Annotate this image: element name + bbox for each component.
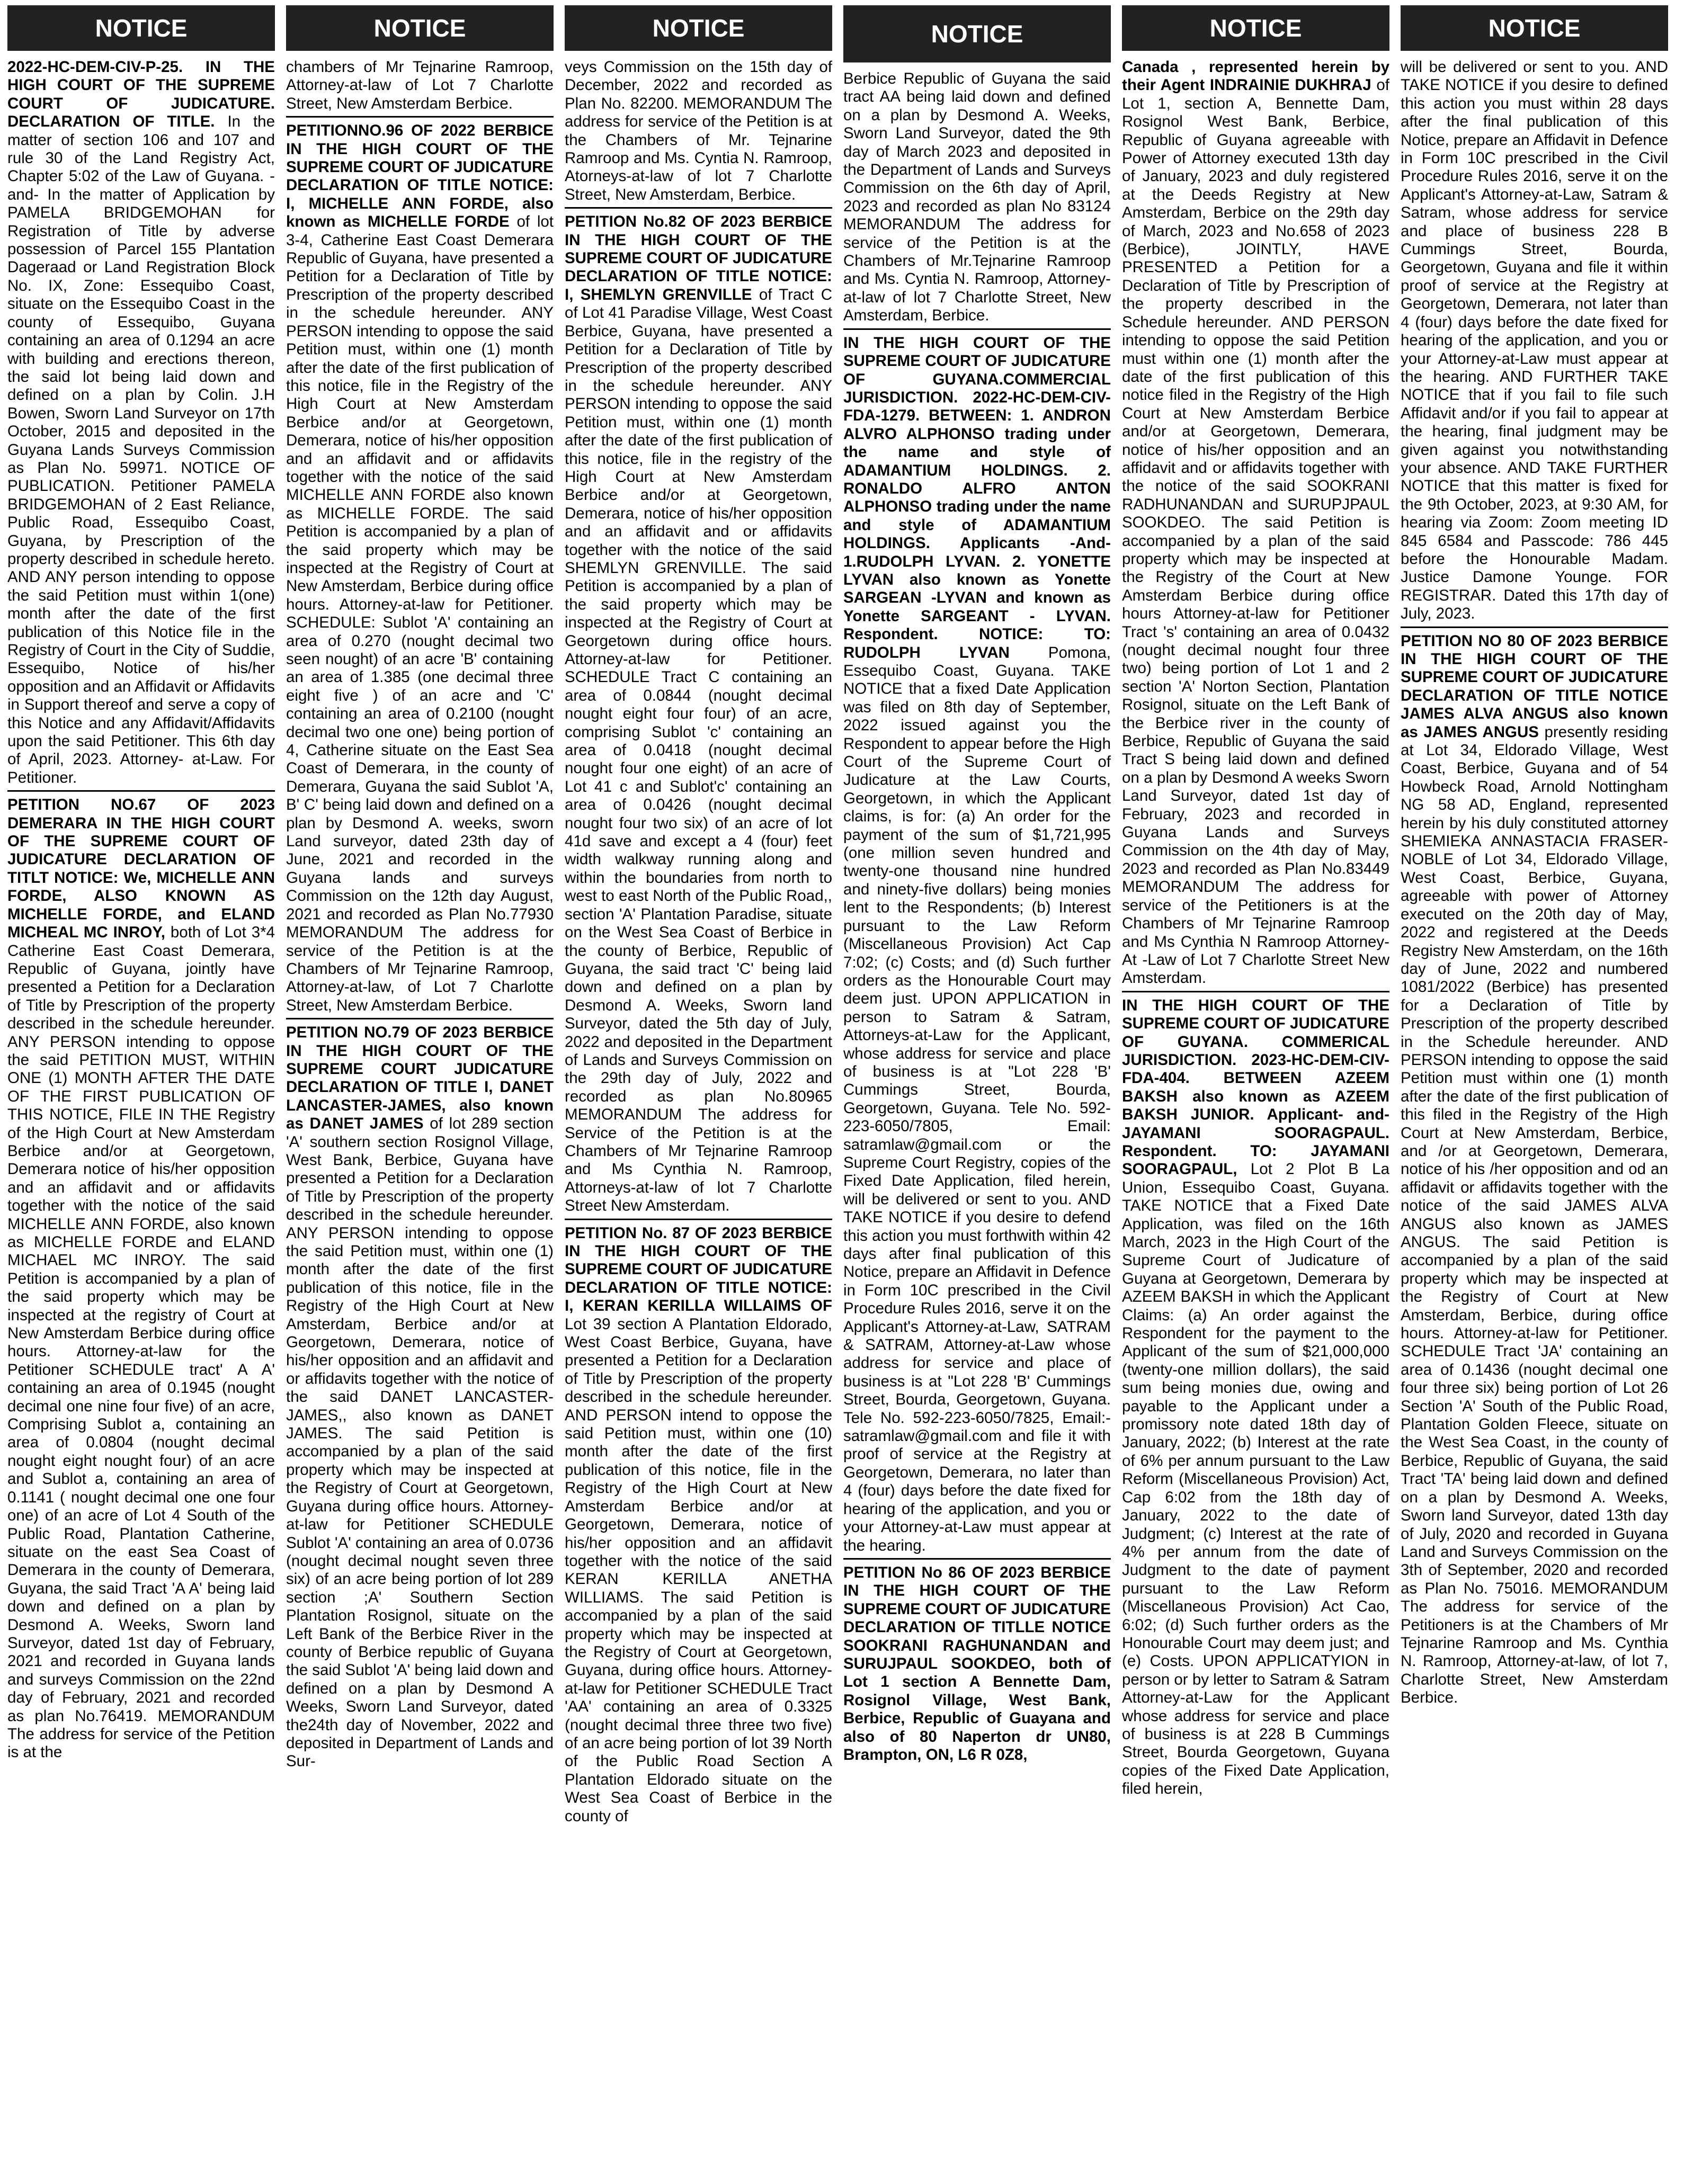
notice-heading: PETITION No 86 OF 2023 BERBICE IN THE HIGH COURT OF THE SUPREME COURT OF JUDICATURE DECLARATION OF TITLLE NOTICE SOOKRANI RAGHUNANDAN and SURUJPAUL SOOKDEO, both of Lot 1 section A Bennette Dam, Rosignol Village, West Bank, Berbice, Republic of Guayana and also of 80 Naperton dr UN80, Brampton, ON, L6 R 0Z8, <box>843 1563 1111 1764</box>
column-body <box>7 58 275 1762</box>
notice-header: NOTICE <box>843 5 1111 62</box>
column-1 <box>7 5 275 2179</box>
notice-text: chambers of Mr Tejnarine Ramroop, Attorney-at-law of Lot 7 Charlotte Street, New Amsterdam Berbice. <box>286 58 554 112</box>
notice-item <box>843 1558 1111 1764</box>
notice-item <box>1401 58 1668 623</box>
column-body <box>1401 58 1668 1707</box>
notice-text: veys Commission on the 15th day of December, 2022 and recorded as Plan No. 82200. MEMORANDUM The address for service of the Petition is at the Chambers of Mr. Tejnarine Ramroop and Ms. Cyntia N. Ramroop, Atorneys-at-law of lot 7 Charlotte Street, New Amsterdam, Berbice. <box>565 58 832 203</box>
notice-heading: PETITION NO 80 OF 2023 BERBICE IN THE HIGH COURT OF THE SUPREME COURT OF JUDICATURE DECLARATION OF TITLE NOTICE JAMES ALVA ANGUS also known as JAMES ANGUS <box>1401 632 1668 741</box>
notice-text: presently residing at Lot 34, Eldorado Village, West Coast, Berbice, Guyana and of 54 Howbeck Road, Arnold Nottingham NG 58 AD, England, represented herein by his duly constituted attorney SHEMIEKA ANNASTACIA FRASER-NOBLE of Lot 34, Eldorado Village, West Coast, Berbice, Guyana, agreeable with power of Attorney executed on the 20th day of May, 2022 and registered at the Deeds Registry New Amsterdam, on the 16th day of June, 2022 and numbered 1081/2022 (Berbice) has presented for a Declaration of Title by Prescription of the property described in the Schedule hereunder. AND PERSON intending to oppose the said Petition must within one (1) month after the date of the first publication of this filed in the Registry of the High Court at New Amsterdam, Berbice, and /or at Georgetown, Demerara, notice of his /her opposition and od an affidavit or affidavits together with the notice of the said JAMES ALVA ANGUS also known as JAMES ANGUS. The said Petition is accompanied by a plan of the said property which may be inspected at the Registry of Court at New Amsterdam, Berbice, during office hours. Attorney-at-law for Petitioner. SCHEDULE Tract 'JA' containing an area of 0.1436 (nought decimal one four three six) being portion of Lot 26 Section 'A' South of the Public Road, Plantation Golden Fleece, situate on the West Sea Coast, in the county of Berbice, Republic of Guyana, the said Tract 'TA' being laid down and defined on a plan by Desmond A. Weeks, Sworn land Surveyor, dated 13th day of July, 2020 and recorded in Guyana Land and Surveys Commission on the 3th of September, 2020 and recorded as Plan No. 75016. MEMORANDUM The address for service of the Petitioners is at the Chambers of Mr Tejnarine Ramroop and Ms. Cynthia N. Ramroop, Attorney-at-law, of lot 7, Charlotte Street, New Amsterdam Berbice. <box>1401 723 1668 1707</box>
notice-heading: IN THE HIGH COURT OF THE SUPREME COURT OF JUDICATURE OF GUYANA. COMMERICAL JURISDICTION. 2023-HC-DEM-CIV-FDA-404. BETWEEN AZEEM BAKSH also known as AZEEM BAKSH JUNIOR. Applicant- and- JAYAMANI SOORAGPAUL. Respondent. TO: JAYAMANI SOORAGPAUL, <box>1122 996 1389 1178</box>
notice-text: of Lot 1, section A, Bennette Dam, Rosignol West Bank, Berbice, Republic of Guyana agreeable with Power of Attorney executed 13th day of January, 2023 and duly registered at the Deeds Registry at New Amsterdam, Berbice on the 29th day of March, 2023 and No.658 of 2023 (Berbice), JOINTLY, HAVE PRESENTED a Petition for a Declaration of Title by Prescription of the property described in the Schedule hereunder. AND PERSON intending to oppose the said Petition must within one (1) month after the date of the first publication of this notice filed in the Registry of the High Court at New Amsterdam Berbice and/or at Georgetown, Demerara, notice of his/her opposition and an affidavit and or affidavits together with the notice of the said SOOKRANI RADHUNANDAN and SURUPJPAUL SOOKDEO. The said Petition is accompanied by a plan of the said property which may be inspected at the Registry of the Court at New Amsterdam Berbice during office hours Attorney-at-law for Petitioner Tract 's' containing an area of 0.0432 (nought decimal nought four three two) being portion of Lot 1 and 2 section 'A' Norton Section, Plantation Rosignol, situate on the Left Bank of the Berbice river in the county of Berbice, Republic of Guyana the said Tract S being laid down and defined on a plan by Desmond A weeks Sworn Land Surveyor, dated 1st day of February, 2023 and recorded in Guyana Lands and Surveys Commission on the 4th day of May, 2023 and recorded as Plan No.83449 MEMORANDUM The address for service of the Petitioners is at the Chambers of Mr Tejnarine Ramroop and Ms Cynthia N Ramroop Attorney-At -Law of Lot 7 Charlotte Street New Amsterdam. <box>1122 76 1389 987</box>
notice-heading: Canada , represented herein by their Agent INDRAINIE DUKHRAJ <box>1122 58 1389 94</box>
column-4 <box>843 5 1111 2179</box>
column-5 <box>1122 5 1389 2179</box>
notice-item <box>7 58 275 787</box>
notice-item <box>286 58 554 113</box>
notice-heading: IN THE HIGH COURT OF THE SUPREME COURT OF JUDICATURE OF GUYANA.COMMERCIAL JURISDICTION. 2022-HC-DEM-CIV-FDA-1279. BETWEEN: 1. ANDRON ALVRO ALPHONSO trading under the name and style of ADAMANTIUM HOLDINGS. 2. RONALDO ALFRO ANTON ALPHONSO trading under the name and style of ADAMANTIUM HOLDINGS. Applicants -And- 1.RUDOLPH LYVAN. 2. YONETTE LYVAN also known as Yonette SARGEAN -LYVAN and known as Yonette SARGEANT - LYVAN. Respondent. NOTICE: TO: RUDOLPH LYVAN <box>843 334 1111 661</box>
notice-text: Pomona, Essequibo Coast, Guyana. TAKE NOTICE that a fixed Date Application was filed on 8th day of September, 2022 issued against you the Respondent to appear before the High Court of the Supreme Court of Judicature at the Law Courts, Georgetown, in which the Applicant claims, is for: (a) An order for the payment of the sum of $1,721,995 (one million seven hundred and twenty-one thousand nine hundred and ninety-five dollars) being monies lent to the Respondents; (b) Interest pursuant to the Law Reform (Miscellaneous Provision) Act Cap 7:02; (c) Costs; and (d) Such further orders as the Honourable Court may deem just. UPON APPLICATION in person to Satram & Satram, Attorneys-at-Law for the Applicant, whose address for service and place of business is at "Lot 228 'B' Cummings Street, Bourda, Georgetown, Guyana. Tele No. 592-223-6050/7805, Email: satramlaw@gmail.com or the Supreme Court Registry, copies of the Fixed Date Application, filed herein, will be delivered or sent to you. AND TAKE NOTICE if you desire to defend this action you must forthwith within 42 days after final publication of this Notice, prepare an Affidavit in Defence in Form 10C prescribed in the Civil Procedure Rules 2016, serve it on the Applicant's Attorney-at-Law, SATRAM & SATRAM, Attorney-at-Law whose address for service and place of business is at "Lot 228 'B' Cummings Street, Bourda, Georgetown, Guyana. Tele No. 592-223-6050/7825, Email:-satramlaw@gmail.com and file it with proof of service at the Registry at Georgetown, Demerara, no later than 4 (four) days before the date fixed for hearing of the application, and you or your Attorney-at-Law must appear at the hearing. <box>843 643 1111 1554</box>
notice-text: of lot 3-4, Catherine East Coast Demerara Republic of Guyana, have presented a Petition for a Declaration of Title by Prescription of the property described in the schedule hereunder. ANY PERSON intending to oppose the said Petition must, within one (1) month after the date of the first publication of this notice, file in the Registry of the High Court at New Amsterdam Berbice and/or at Georgetown, Demerara, notice of his/her opposition and an affidavit and or affidavits together with the notice of the said MICHELLE ANN FORDE also known as MICHELLE FORDE. The said Petition is accompanied by a plan of the said property which may be inspected at the Registry of Court at New Amsterdam, Berbice during office hours. Attorney-at-law for Petitioner. SCHEDULE: Sublot 'A' containing an area of 0.270 (nought decimal two seen nought) of an acre 'B' containing an area of 1.385 (one decimal three eight five ) of an acre and 'C' containing an area of 0.2100 (nought decimal two one one) being portion of 4, Catherine situate on the East Sea Coast of Demerara, in the county of Demerara, Guyana the said Sublot 'A, B' C' being laid down and defined on a plan by Desmond A. weeks, sworn Land surveyor, dated 23th day of June, 2021 and recorded in the Guyana lands and surveys Commission on the 12th day August, 2021 and recorded as Plan No.77930 MEMORANDUM The address for service of the Petition is at the Chambers of Mr Tejnarine Ramroop, Attorney-at-law, of Lot 7 Charlotte Street, New Amsterdam Berbice. <box>286 213 554 1014</box>
notice-item <box>1122 58 1389 988</box>
column-6 <box>1401 5 1668 2179</box>
notice-text: both of Lot 3*4 Catherine East Coast Demerara, Republic of Guyana, jointly have presented a Petition for a Declaration of Title by Prescription of the property described in the schedule hereunder. ANY PERSON intending to oppose the said PETITION MUST, WITHIN ONE (1) MONTH AFTER THE DATE OF THE FIRST PUBLICATION OF THIS NOTICE, FILE IN THE Registry of the High Court at New Amsterdam Berbice and/or at Georgetown, Demerara notice of his/her opposition and an affidavit and or affidavits together with the notice of the said MICHELLE ANN FORDE, also known as MICHELLE FORDE and ELAND MICHAEL MC INROY. The said Petition is accompanied by a plan of the said property which may be inspected at the registry of Court at New Amsterdam Berbice during office hours. Attorney-at-law for the Petitioner SCHEDULE tract' A A' containing an area of 0.1945 (nought decimal one nine four five) of an acre, Comprising Sublot a, containing an area of 0.0804 (nought decimal nought eight nought four) of an acre and Sublot a, containing an area of 0.1141 ( nought decimal one one four one) of an acre of Lot 4 South of the Public Road, Plantation Catherine, situate on the east Sea Coast of Demerara in the county of Demerara, Guyana, the said Tract 'A A' being laid down and defined on a plan by Desmond A. Weeks, Sworn land Surveyor, dated 1st day of February, 2021 and recorded in Guyana lands and surveys Commission on the 22nd day of February, 2021 and recorded as plan No.76419. MEMORANDUM The address for service of the Petition is at the <box>7 924 275 1761</box>
notice-item <box>286 116 554 1015</box>
notice-heading: PETITION NO.67 OF 2023 DEMERARA IN THE HIGH COURT OF THE SUPREME COURT OF JUDICATURE DECLARATION OF TITLT NOTICE: We, MICHELLE ANN FORDE, ALSO KNOWN AS MICHELLE FORDE, and ELAND MICHEAL MC INROY, <box>7 796 275 942</box>
notice-item <box>565 58 832 204</box>
column-body <box>843 70 1111 1764</box>
notice-heading: PETITION No.82 OF 2023 BERBICE IN THE HIGH COURT OF THE SUPREME COURT OF JUDICATURE DECLARATION OF TITLE NOTICE: I, SHEMLYN GRENVILLE <box>565 213 832 303</box>
notice-text: Berbice Republic of Guyana the said tract AA being laid down and defined on a plan by Desmond A. Weeks, Sworn Land Surveyor, dated the 9th day of March 2023 and deposited in the Department of Lands and Surveys Commission on the 6th day of April, 2023 and recorded as plan No 83124 MEMORANDUM The address for service of the Petition is at the Chambers of Mr.Tejnarine Ramroop and Ms. Cyntia N. Ramroop, Attorney-at-law of lot 7 Charlotte Street, New Amsterdam, Berbice. <box>843 70 1111 325</box>
column-2 <box>286 5 554 2179</box>
notice-item <box>7 790 275 1762</box>
notice-item <box>565 207 832 1215</box>
notice-text: Lot 2 Plot B La Union, Essequibo Coast, Guyana. TAKE NOTICE that a Fixed Date Application, was filed on the 16th March, 2023 in the High Court of the Supreme Court of Judicature of Guyana at Georgetown, Demerara by AZEEM BAKSH in which the Applicant Claims: (a) An order against the Respondent for the payment to the Applicant of the sum of $21,000,000 (twenty-one million dollars), the said sum being monies due, owing and payable to the Applicant under a promissory note dated 18th day of January, 2022; (b) Interest at the rate of 6% per annum pursuant to the Law Reform (Miscellaneous Provision) Act, Cap 6:02 from the 18th day of January, 2022 to the date of Judgment; (c) Interest at the rate of 4% per annum from the date of Judgment to the date of payment pursuant to the Law Reform (Miscellaneous Provision) Act Cao, 6:02; (d) Such further orders as the Honourable Court may deem just; and (e) Costs. UPON APPLICATYION in person or by letter to Satram & Satram Attorney-at-Law for the Applicant whose address for service and place of business is at 228 B Cummings Street, Bourda Georgetown, Guyana copies of the Fixed Date Application, filed herein, <box>1122 1160 1389 1798</box>
notice-item <box>286 1018 554 1771</box>
column-body <box>565 58 832 1825</box>
notice-header: NOTICE <box>1122 5 1389 51</box>
column-3 <box>565 5 832 2179</box>
notice-text: of lot 289 section 'A' southern section Rosignol Village, West Bank, Berbice, Guyana have presented a Petition for a Declaration of Title by Prescription of the property described in the schedule hereunder. ANY PERSON intending to oppose the said Petition must, within one (1) month after the date of the first publication of this notice, file in the Registry of the High Court at New Amsterdam, Berbice and/or at Georgetown, Demerara, notice of his/her opposition and an affidavit and or affidavits together with the notice of the said DANET LANCASTER-JAMES,, also known as DANET JAMES. The said Petition is accompanied by a plan of the said property which may be inspected at the Registry of Court at Georgetown, Guyana during office hours. Attorney-at-law for Petitioner SCHEDULE Sublot 'A' containing an area of 0.0736 (nought decimal nought seven three six) of an acre being portion of lot 289 section ;A' Southern Section Plantation Rosignol, situate on the Left Bank of the Berbice River in the county of Berbice republic of Guyana the said Sublot 'A' being laid down and defined on a plan by Desmond A Weeks, Sworn Land Surveyor, dated the24th day of November, 2022 and deposited in Department of Lands and Sur- <box>286 1115 554 1770</box>
notice-item <box>843 70 1111 325</box>
notice-heading: PETITION NO.79 OF 2023 BERBICE IN THE HIGH COURT OF THE SUPREME COURT JUDICATURE DECLARATION OF TITLE I, DANET LANCASTER-JAMES, also known as DANET JAMES <box>286 1024 554 1133</box>
notice-heading: PETITION No. 87 OF 2023 BERBICE IN THE HIGH COURT OF THE SUPREME COURT OF JUDICATURE DECLARATION OF TITLE NOTICE: I, KERAN KERILLA WILLAIMS OF <box>565 1224 832 1315</box>
notice-item <box>565 1219 832 1825</box>
notice-header: NOTICE <box>7 5 275 51</box>
notice-text: Lot 39 section A Plantation Eldorado, West Coast Berbice, Guyana, have presented a Petition for a Declaration of Title by Prescription of the property described in the schedule hereunder. AND PERSON intend to oppose the said Petition must, within one (10) month after the date of the first publication of this notice, file in the Registry of the High Court at New Amsterdam Berbice and/or at Georgetown, Demerara, notice of his/her opposition and an affidavit together with the notice of the said KERAN KERILLA ANETHA WILLIAMS. The said Petition is accompanied by a plan of the said property which may be inspected at the Registry of Court at Georgetown, Guyana, during office hours. Attorney-at-law for Petitioner SCHEDULE Tract 'AA' containing an area of 0.3325 (nought decimal three three two five) of an acre being portion of lot 39 North of the Public Road Section A Plantation Eldorado situate on the West Sea Coast of Berbice in the county of <box>565 1315 832 1825</box>
notice-header: NOTICE <box>565 5 832 51</box>
notice-header: NOTICE <box>1401 5 1668 51</box>
notice-item <box>1122 991 1389 1798</box>
notice-text: will be delivered or sent to you. AND TAKE NOTICE if you desire to defined this action you must within 28 days after the final publication of this Notice, prepare an Affidavit in Defence in Form 10C prescribed in the Civil Procedure Rules 2016, serve it on the Applicant's Attorney-at-Law, Satram & Satram, whose address for service and place of business 228 B Cummings Street, Bourda, Georgetown, Guyana and file it within proof of service at the Registry at Georgetown, Demerara, not later than 4 (four) days before the date fixed for hearing of the application, and you or your Attorney-at-Law must appear at the hearing. AND FURTHER TAKE NOTICE that if you fail to file such Affidavit and/or if you fail to appear at the hearing, final judgment may be given against you notwithstanding your absence. AND TAKE FURTHER NOTICE that this matter is fixed for the 9th October, 2023, at 9:30 AM, for hearing via Zoom: Zoom meeting ID 845 6584 and Passcode: 786 445 before the Honourable Madam. Justice Damone Younge. FOR REGISTRAR. Dated this 17th day of July, 2023. <box>1401 58 1668 623</box>
notice-heading: PETITIONNO.96 OF 2022 BERBICE IN THE HIGH COURT OF THE SUPREME COURT OF JUDICATURE DECLARATION OF TITLE NOTICE: I, MICHELLE ANN FORDE, also known as MICHELLE FORDE <box>286 122 554 231</box>
notice-text: of Tract C of Lot 41 Paradise Village, West Coast Berbice, Guyana, have presented a Petition for a Declaration of Title by Prescription of the property described in the schedule hereunder. ANY PERSON intending to oppose the said Petition must, within one (1) month after the date of the first publication of this notice, file in the registry of the High Court at New Amsterdam Berbice and/or at Georgetown, Demerara, notice of his/her opposition and an affidavit and or affidavits together with the notice of the said SHEMLYN GRENVILLE. The said Petition is accompanied by a plan of the said property which may be inspected at the Registry of Court at Georgetown during office hours. Attorney-at-law for Petitioner. SCHEDULE Tract C containing an area of 0.0844 (nought decimal nought eight four four) of an acre, comprising Sublot 'c' containing an area of 0.0418 (nought decimal nought four one eight) of an acre of Lot 41 c and Sublot'c' containing an area of 0.0426 (nought decimal nought four two six) of an acre of lot 41d save and except a 4 (four) feet width walkway running along and within the boundaries from north to west to east North of the Public Road,, section 'A' Plantation Paradise, situate on the West Sea Coast of Berbice in the county of Berbice, Republic of Guyana, the said tract 'C' being laid down and defined on a plan by Desmond A. Weeks, Sworn land Surveyor, dated the 5th day of July, 2022 and deposited in the Department of Lands and Surveys Commission on the 29th day of July, 2022 and recorded as plan No.80965 MEMORANDUM The address for Service of the Petition is at the Chambers of Mr Tejnarine Ramroop and Ms Cynthia N. Ramroop, Attorneys-at-law of lot 7 Charlotte Street New Amsterdam. <box>565 285 832 1215</box>
column-body <box>286 58 554 1771</box>
notice-item <box>843 328 1111 1555</box>
column-body <box>1122 58 1389 1798</box>
notice-header: NOTICE <box>286 5 554 51</box>
notice-text: In the matter of section 106 and 107 and rule 30 of the Land Registry Act, Chapter 5:02 of the Law of Guyana. -and- In the matter of Application by PAMELA BRIDGEMOHAN for Registration of Title by adverse possession of Parcel 155 Plantation Dageraad or Land Registration Block No. IX, Zone: Essequibo Coast, situate on the Essequibo Coast in the county of Essequibo, Guyana containing an area of 0.1294 an acre with building and erections thereon, the said lot being laid down and defined on a plan by Colin. J.H Bowen, Sworn Land Surveyor on 17th October, 2015 and deposited in the Guyana Lands Surveys Commission as Plan No. 59971. NOTICE OF PUBLICATION. Petitioner PAMELA BRIDGEMOHAN of 2 East Reliance, Public Road, Essequibo Coast, Guyana, by Prescription of the property described in schedule hereto. AND ANY person intending to oppose the said Petition must within 1(one) month after the date of the first publication of this Notice file in the Registry of Court in the City of Suddie, Essequibo, Notice of his/her opposition and an Affidavit or Affidavits in Support thereof and serve a copy of this Notice and any Affidavit/Affidavits upon the said Petitioner. This 6th day of April, 2023. Attorney- at-Law. For Petitioner. <box>7 113 275 786</box>
notice-item <box>1401 626 1668 1707</box>
notice-heading: 2022-HC-DEM-CIV-P-25. IN THE HIGH COURT OF THE SUPREME COURT OF JUDICATURE. DECLARATION OF TITLE. <box>7 58 275 131</box>
